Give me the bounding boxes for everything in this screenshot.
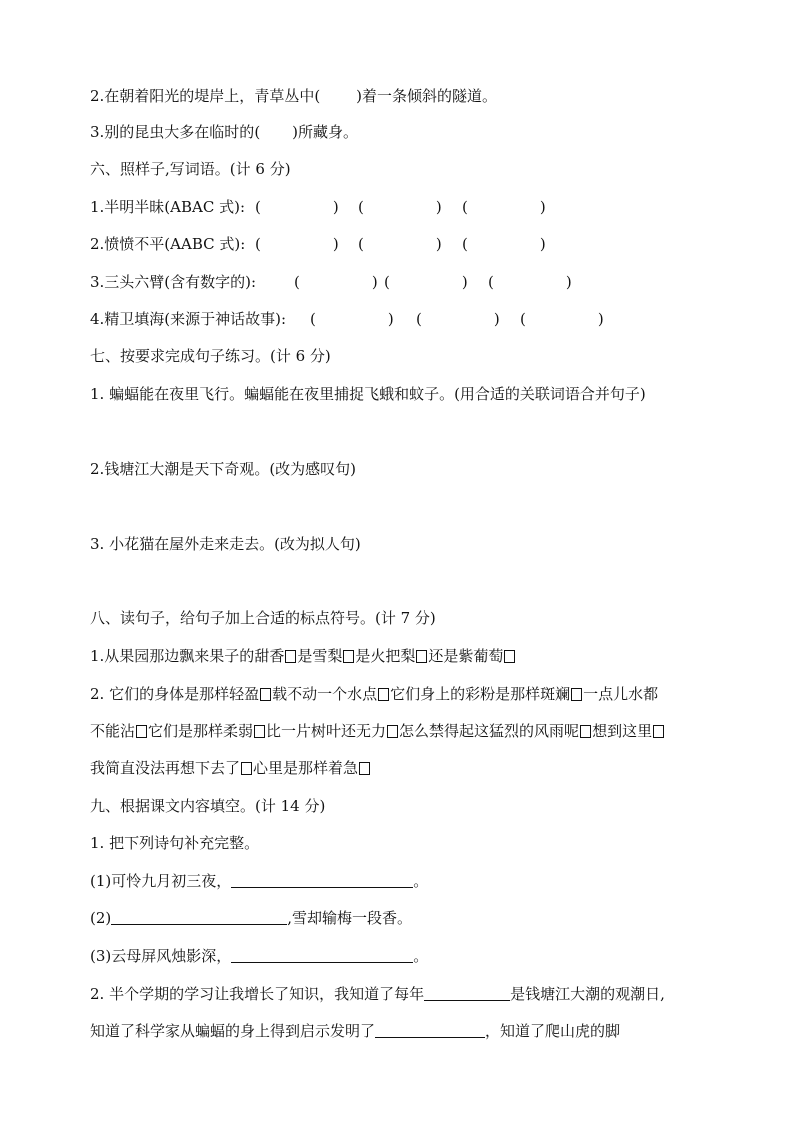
q6-item-2-paren-2[interactable]: ( ) (358, 235, 442, 253)
q7-item-2: 2.钱塘江大潮是天下奇观。(改为感叹句) (90, 460, 357, 478)
q6-item-3-paren-3[interactable]: ( ) (488, 273, 572, 291)
q9-heading: 九、根据课文内容填空。(计 14 分) (90, 797, 326, 815)
q9-item-1: 1. 把下列诗句补充完整。 (90, 834, 260, 852)
q7-item-1: 1. 蝙蝠能在夜里飞行。蝙蝠能在夜里捕捉飞蛾和蚊子。(用合适的关联词语合并句子) (90, 385, 646, 403)
q6-item-4-label: 4.精卫填海(来源于神话故事): (90, 310, 287, 328)
q6-item-2 (90, 233, 546, 255)
tide-date-blank[interactable] (424, 985, 510, 1001)
q6-item-4-paren-1[interactable]: ( ) (310, 310, 394, 328)
q6-item-4 (90, 308, 604, 330)
punct-box[interactable] (580, 725, 591, 738)
poem-2-blank[interactable] (111, 909, 287, 925)
q6-item-1 (90, 196, 546, 218)
punct-box[interactable] (378, 688, 389, 701)
q5-item-2-text-b: )着一条倾斜的隧道。 (356, 87, 498, 105)
q8-sentence-2-line-1: 2. 它们的身体是那样轻盈 载不动一个水点 它们身上的彩粉是那样斑斓 一点儿水都 (90, 685, 659, 703)
q6-item-1-label: 1.半明半昧(ABAC 式): (90, 198, 246, 216)
q6-item-1-paren-2[interactable]: ( ) (358, 198, 442, 216)
q6-item-3-paren-2[interactable]: ( ) (384, 273, 468, 291)
q6-item-4-paren-3[interactable]: ( ) (520, 310, 604, 328)
q8-sentence-2-line-3: 我简直没法再想下去了 心里是那样着急 (90, 757, 371, 779)
punct-box[interactable] (571, 688, 582, 701)
punct-box[interactable] (241, 762, 252, 775)
q8-sentence-2-line-2: 不能沾 它们是那样柔弱 比一片树叶还无力 怎么禁得起这猛烈的风雨呢 想到这里 (90, 720, 665, 742)
q7-item-3: 3. 小花猫在屋外走来走去。(改为拟人句) (90, 535, 361, 553)
invention-blank[interactable] (375, 1022, 485, 1038)
q6-item-1-paren-1[interactable]: ( ) (255, 198, 339, 216)
q9-poem-3: (3)云母屏风烛影深， 。 (90, 947, 429, 965)
punct-box[interactable] (136, 725, 147, 738)
q5-item-2-text-a: 2.在朝着阳光的堤岸上，青草丛中( (90, 87, 321, 105)
q6-item-4-paren-2[interactable]: ( ) (416, 310, 500, 328)
q5-item-2 (90, 85, 497, 107)
q9-item-2-line-2: 知道了科学家从蝙蝠的身上得到启示发明了 ，知道了爬山虎的脚 (90, 1022, 621, 1040)
punct-box[interactable] (343, 650, 354, 663)
q6-item-3 (90, 271, 572, 293)
q9-poem-1: (1)可怜九月初三夜， 。 (90, 872, 429, 890)
q7-heading: 七、按要求完成句子练习。(计 6 分) (90, 347, 331, 365)
punct-box[interactable] (504, 650, 515, 663)
punct-box[interactable] (359, 762, 370, 775)
punct-box[interactable] (260, 688, 271, 701)
q8-heading: 八、读句子，给句子加上合适的标点符号。(计 7 分) (90, 609, 436, 627)
punct-box[interactable] (653, 725, 664, 738)
poem-3-blank[interactable] (231, 947, 413, 963)
punct-box[interactable] (254, 725, 265, 738)
q6-item-3-label: 3.三头六臂(含有数字的): (90, 273, 257, 291)
q9-poem-2: (2) ,雪却输梅一段香。 (90, 909, 413, 927)
q5-item-3-text-b: )所藏身。 (292, 123, 359, 141)
poem-1-blank[interactable] (231, 872, 413, 888)
q6-item-2-paren-1[interactable]: ( ) (255, 235, 339, 253)
q9-item-2-line-1: 2. 半个学期的学习让我增长了知识，我知道了每年 是钱塘江大潮的观潮日, (90, 985, 665, 1003)
punct-box[interactable] (285, 650, 296, 663)
punct-box[interactable] (387, 725, 398, 738)
q6-item-3-paren-1[interactable]: ( ) (294, 273, 378, 291)
q6-item-2-label: 2.愤愤不平(AABC 式): (90, 235, 246, 253)
punct-box[interactable] (416, 650, 427, 663)
q5-item-3-text-a: 3.别的昆虫大多在临时的( (90, 123, 261, 141)
q6-item-2-paren-3[interactable]: ( ) (462, 235, 546, 253)
q6-item-1-paren-3[interactable]: ( ) (462, 198, 546, 216)
q8-sentence-1: 1.从果园那边飘来果子的甜香 是雪梨 是火把梨 还是紫葡萄 (90, 645, 516, 667)
q5-item-3 (90, 121, 358, 143)
q6-heading: 六、照样子,写词语。(计 6 分) (90, 160, 291, 178)
